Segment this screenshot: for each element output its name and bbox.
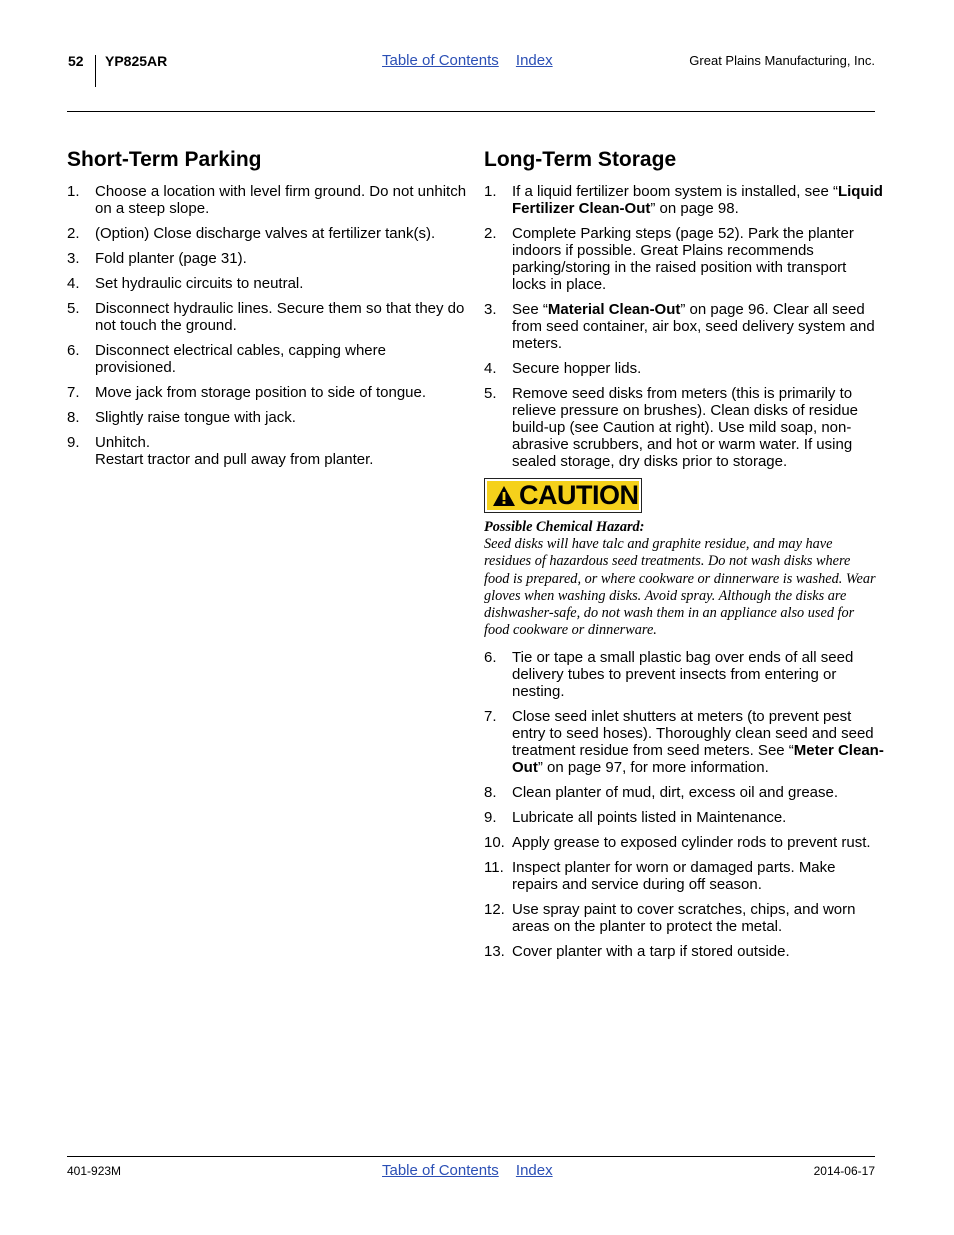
header-rule [67,111,875,112]
caution-label-box [484,478,642,513]
list-item: 10. Apply grease to exposed cylinder rods to prevent rust. [484,834,871,852]
section-title: Long-Term Storage [484,148,677,171]
caution-label: CAUTION [519,480,639,510]
footer-rule [67,1156,875,1157]
list-item: 4. Secure hopper lids. [484,360,642,377]
list-item: 7. Move jack from storage position to side of tongue. [67,384,427,401]
list-item: 12. Use spray paint to cover scratches, chips, and worn areas on the planter to protect the metal. [484,901,856,936]
model-name: YP825AR [105,53,168,69]
long-term-storage-section [484,146,884,968]
list-item: 2. (Option) Close discharge valves at fertilizer tank(s). [67,225,436,242]
list-item: 9. Unhitch. Restart tractor and pull away from planter. [67,434,374,468]
list-item: 5. Disconnect hydraulic lines. Secure them so that they do not touch the ground. [67,300,465,334]
list-item: 2. Complete Parking steps (page 52). Park the planter indoors if possible. Great Plains recommends parking/storing in the raised position with transport locks in place. [484,225,854,293]
list-item: 3. Fold planter (page 31). [67,250,247,267]
list-item: 6. Tie or tape a small plastic bag over ends of all seed delivery tubes to prevent insects from entering or nesting. [484,649,854,701]
list-item: 5. Remove seed disks from meters (this is primarily to relieve pressure on brushes). Clean disks of residue build-up (see Caution at right). Use mild soap, non-abrasive scrubbers, and hot or warm water. If using sealed storage, dry disks prior to storage. [484,385,859,470]
publication-date: 2014-06-17 [813,1164,875,1178]
caution-message [484,519,879,639]
list-item: 6. Disconnect electrical cables, capping where provisioned. [67,342,386,376]
caution-body: Seed disks will have talc and graphite residue, and may have residues of hazardous seed treatments. Do not wash disks where food is prepared, or where cookware or dinnerware is washed. Wear gloves when washing disks. Avoid spray. Although the disks are dishwasher-safe, do not wash them in an appliance also used for food cookware or dinnerware. [484,536,876,639]
table-of-contents-link[interactable]: Table of Contents [382,52,499,69]
short-term-parking-section [67,146,467,476]
footer-links [382,1162,566,1180]
page-number: 52 [68,53,84,69]
list-item: 1. If a liquid fertilizer boom system is installed, see “Liquid Fertilizer Clean-Out” on page 98. [484,183,883,217]
header-divider [95,55,96,87]
list-item: 11. Inspect planter for worn or damaged parts. Make repairs and service during off season. [484,859,836,894]
list-item: 8. Slightly raise tongue with jack. [67,409,296,426]
list-item: 8. Clean planter of mud, dirt, excess oil and grease. [484,784,839,802]
index-link[interactable]: Index [515,52,553,69]
list-item: 1. Choose a location with level firm ground. Do not unhitch on a steep slope. [67,183,467,217]
company-name: Great Plains Manufacturing, Inc. [689,53,875,68]
section-title: Short-Term Parking [67,148,262,171]
caution-banner [487,481,639,510]
list-item: 3. See “Material Clean-Out” on page 96. Clear all seed from seed container, air box, seed delivery system and meters. [484,301,875,352]
list-item: 9. Lubricate all points listed in Maintenance. [484,809,787,827]
table-of-contents-link[interactable]: Table of Contents [382,1162,499,1179]
list-item: 13. Cover planter with a tarp if stored outside. [484,943,790,961]
list-item: 7. Close seed inlet shutters at meters (to prevent pest entry to seed hoses). Thoroughly clean seed and seed treatment residue from seed meters. See “Meter Clean-Out” on page 97, for more information. [484,708,884,777]
document-number: 401-923M [67,1164,122,1178]
warning-triangle-icon [492,485,516,507]
index-link[interactable]: Index [515,1162,553,1179]
header-links [382,52,566,70]
list-item: 4. Set hydraulic circuits to neutral. [67,275,304,292]
caution-title: Possible Chemical Hazard: [484,519,645,535]
